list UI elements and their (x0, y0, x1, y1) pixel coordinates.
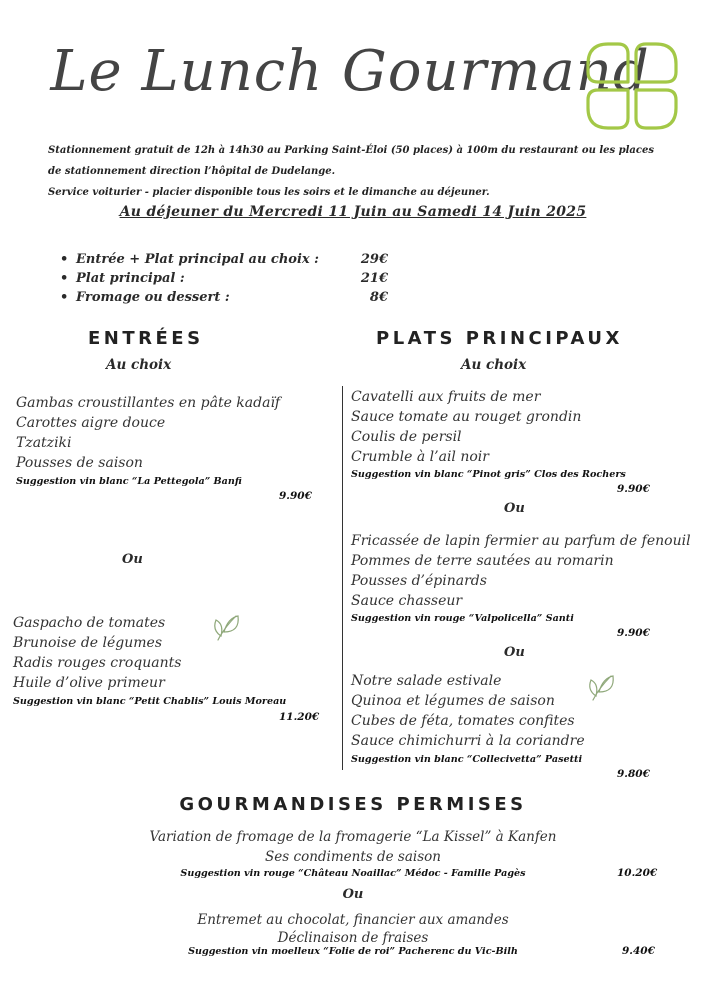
plat-dish-2 (351, 531, 691, 611)
formula-label: Plat principal : (76, 271, 185, 286)
parking-info-line: de stationnement direction l’hôpital de Dudelange. (48, 166, 336, 177)
dish-line: Sauce chasseur (351, 593, 463, 609)
dish-line: Fricassée de lapin fermier au parfum de fenouil (351, 533, 691, 549)
dish-line: Pommes de terre sautées au romarin (351, 553, 614, 569)
plats-heading: PLATS PRINCIPAUX (376, 328, 623, 349)
wine-price: 9.40€ (622, 945, 655, 957)
wine-suggestion: Suggestion vin rouge “Valpolicella” Santi (351, 613, 574, 624)
dish-line: Brunoise de légumes (13, 635, 163, 651)
wine-price: 10.20€ (617, 867, 658, 879)
dish-line: Sauce tomate au rouget grondin (351, 409, 582, 425)
dish-line: Pousses d’épinards (351, 573, 487, 589)
dish-line: Huile d’olive primeur (13, 675, 165, 691)
plats-subtitle: Au choix (461, 357, 527, 373)
restaurant-title-logo (50, 18, 650, 128)
dish-line: Radis rouges croquants (13, 655, 182, 671)
or-separator: Ou (342, 887, 364, 902)
dish-line: Sauce chimichurri à la coriandre (351, 733, 585, 749)
dish-line: Quinoa et légumes de saison (351, 693, 555, 709)
column-divider (342, 386, 343, 770)
dish-line: Carottes aigre douce (16, 415, 166, 431)
wine-price: 9.80€ (617, 768, 650, 780)
dessert-line: Variation de fromage de la fromagerie “La Kissel” à Kanfen (149, 829, 557, 845)
dessert-line: Ses condiments de saison (265, 849, 441, 865)
bullet-icon: • (60, 252, 69, 267)
plat-dish-1 (351, 387, 581, 467)
wine-price: 11.20€ (279, 711, 320, 723)
dessert-line: Déclinaison de fraises (277, 930, 429, 946)
wine-price: 9.90€ (617, 483, 650, 495)
entree-dish-2 (13, 613, 181, 693)
entrees-heading: ENTRÉES (88, 328, 204, 349)
formula-price: 21€ (360, 271, 388, 286)
dish-line: Cavatelli aux fruits de mer (351, 389, 541, 405)
wine-suggestion: Suggestion vin rouge “Château Noaillac” Médoc - Famille Pagès (180, 868, 526, 879)
wine-price: 9.90€ (617, 627, 650, 639)
wine-suggestion: Suggestion vin blanc “Petit Chablis” Louis Moreau (13, 696, 287, 707)
clover-logo-icon (582, 36, 682, 136)
parking-info (48, 140, 678, 203)
leaf-icon (585, 670, 619, 702)
wine-suggestion: Suggestion vin blanc “Collecivetta” Pasetti (351, 754, 583, 765)
leaf-icon (210, 610, 244, 642)
formula-price: 8€ (369, 290, 388, 305)
entrees-subtitle: Au choix (106, 357, 172, 373)
dish-line: Pousses de saison (16, 455, 143, 471)
parking-info-line: Stationnement gratuit de 12h à 14h30 au Parking Saint-Éloi (50 places) à 100m du restaurant ou les places (48, 145, 654, 156)
wine-price: 9.90€ (279, 490, 312, 502)
restaurant-title: Le Lunch Gourmand (50, 39, 650, 104)
formula-price: 29€ (360, 252, 388, 267)
gourmandises-heading: GOURMANDISES PERMISES (179, 794, 527, 815)
dish-line: Crumble à l’ail noir (351, 449, 489, 465)
or-separator: Ou (122, 552, 143, 567)
formula-label: Fromage ou dessert : (76, 290, 230, 305)
formula-label: Entrée + Plat principal au choix : (76, 252, 319, 267)
wine-suggestion: Suggestion vin blanc “La Pettegola” Banfi (16, 476, 242, 487)
dish-line: Cubes de féta, tomates confites (351, 713, 575, 729)
bullet-icon: • (60, 271, 69, 286)
dessert-line: Entremet au chocolat, financier aux amandes (197, 912, 509, 928)
wine-suggestion: Suggestion vin moelleux “Folie de roi” Pacherenc du Vic-Bilh (188, 946, 518, 957)
wine-suggestion: Suggestion vin blanc “Pinot gris” Clos des Rochers (351, 469, 626, 480)
dish-line: Notre salade estivale (351, 673, 502, 689)
bullet-icon: • (60, 290, 69, 305)
valet-info-line: Service voiturier - placier disponible tous les soirs et le dimanche au déjeuner. (48, 187, 490, 198)
or-separator: Ou (504, 645, 525, 660)
plat-dish-3 (351, 671, 585, 751)
dish-line: Coulis de persil (351, 429, 462, 445)
menu-period: Au déjeuner du Mercredi 11 Juin au Samedi 14 Juin 2025 (119, 204, 587, 220)
dish-line: Tzatziki (16, 435, 72, 451)
dish-line: Gaspacho de tomates (13, 615, 166, 631)
entree-dish-1 (16, 393, 280, 473)
or-separator: Ou (504, 501, 525, 516)
dish-line: Gambas croustillantes en pâte kadaïf (16, 395, 281, 411)
